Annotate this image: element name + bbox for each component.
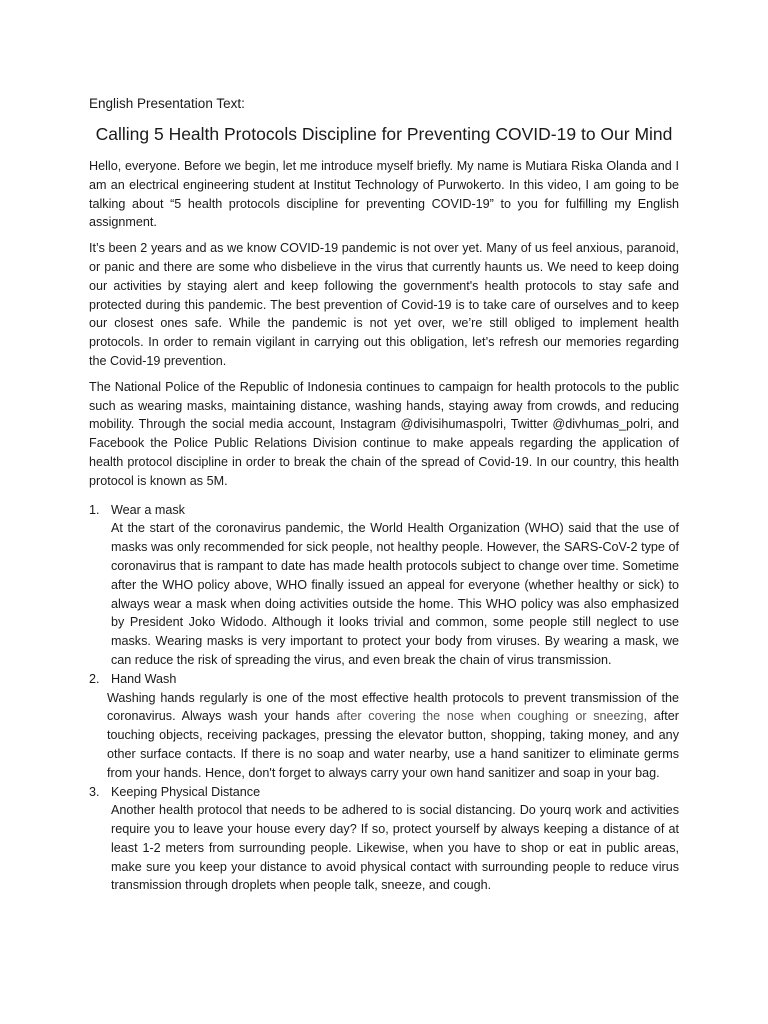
body-text-start: Washing hands regularly is one of the most effective health protocols to prevent transmission of the coronavirus. Always wash your hands — [107, 690, 679, 724]
list-item-body: Another health protocol that needs to be adhered to is social distancing. Do yourq work and activities require you to leave your house every day? If so, protect yourself by always keeping a distance of at least 1-2 meters from surrounding people. Likewise, when you have to shop or eat in public areas, make sure you keep your distance to avoid physical contact with surrounding people to reduce virus transmission through droplets when people talk, sneeze, and cough. — [111, 803, 679, 893]
list-item-title: Wear a mask — [111, 502, 185, 517]
paragraph-introduction: Hello, everyone. Before we begin, let me introduce myself briefly. My name is Mutiara Riska Olanda and I am an electrical engineering student at Institut Technology of Purwokerto. In this video, I am going to be talking about “5 health protocols discipline for preventing COVID-19” to you for fulfilling my English assignment. — [89, 159, 679, 230]
list-item-body — [107, 689, 679, 783]
body-text-end: after touching objects, receiving packages, pressing the elevator button, shopping, taking money, and any other surface contacts. If there is no soap and water nearby, use a hand sanitizer to eliminate germs from your hands. Hence, don't forget to always carry your own hand sanitizer and soap in your bag. — [107, 709, 680, 780]
document-title: Calling 5 Health Protocols Discipline for Preventing COVID-19 to Our Mind — [95, 124, 673, 144]
paragraph-police-campaign: The National Police of the Republic of Indonesia continues to campaign for health protocols to the public such as wearing masks, maintaining distance, washing hands, staying away from crowds, and reducing mobility. Through the social media account, Instagram @divisihumaspolri, Twitter @divhumas_polri, and Facebook the Police Public Relations Division continue to make appeals regarding the application of health protocol discipline in order to break the chain of the spread of Covid-19. In our country, this health protocol is known as 5M. — [89, 379, 679, 488]
list-item — [89, 783, 679, 896]
list-item-heading — [89, 670, 679, 689]
list-item-heading — [89, 783, 679, 802]
list-item-number: 3. — [89, 784, 100, 799]
list-item-number: 1. — [89, 502, 100, 517]
list-item-title: Keeping Physical Distance — [111, 784, 261, 799]
list-item-number: 2. — [89, 671, 100, 686]
protocol-list — [89, 501, 679, 896]
list-item-heading — [89, 501, 679, 520]
list-item — [89, 670, 679, 783]
list-item-body: At the start of the coronavirus pandemic, the World Health Organization (WHO) said that the use of masks was only recommended for sick people, not healthy people. However, the SARS-CoV-2 type of coronavirus that is rampant to date has made health protocols subject to change over time. Sometime after the WHO policy above, WHO finally issued an appeal for everyone (whether healthy or sick) to always wear a mask when doing activities outside the home. This WHO policy was also emphasized by President Joko Widodo. Although it looks trivial and common, some people still neglect to use masks. Wearing masks is very important to protect your body from viruses. By wearing a mask, we can reduce the risk of spreading the virus, and even break the chain of virus transmission. — [111, 521, 679, 667]
paragraph-pandemic: It’s been 2 years and as we know COVID-19 pandemic is not over yet. Many of us feel anxious, paranoid, or panic and there are some who disbelieve in the virus that currently haunts us. We need to keep doing our activities by staying alert and keep following the government's health protocols to stay safe and protected during this pandemic. The best prevention of Covid-19 is to take care of ourselves and to keep our closest ones safe. While the pandemic is not yet over, we’re still obliged to implement health protocols. In order to remain vigilant in carrying out this obligation, let’s refresh our memories regarding the Covid-19 prevention. — [89, 241, 679, 368]
list-item-title: Hand Wash — [111, 671, 177, 686]
list-item — [89, 501, 679, 670]
document-label: English Presentation Text: — [89, 96, 245, 111]
body-text-grey: after covering the nose when coughing or sneezing, — [336, 709, 648, 724]
